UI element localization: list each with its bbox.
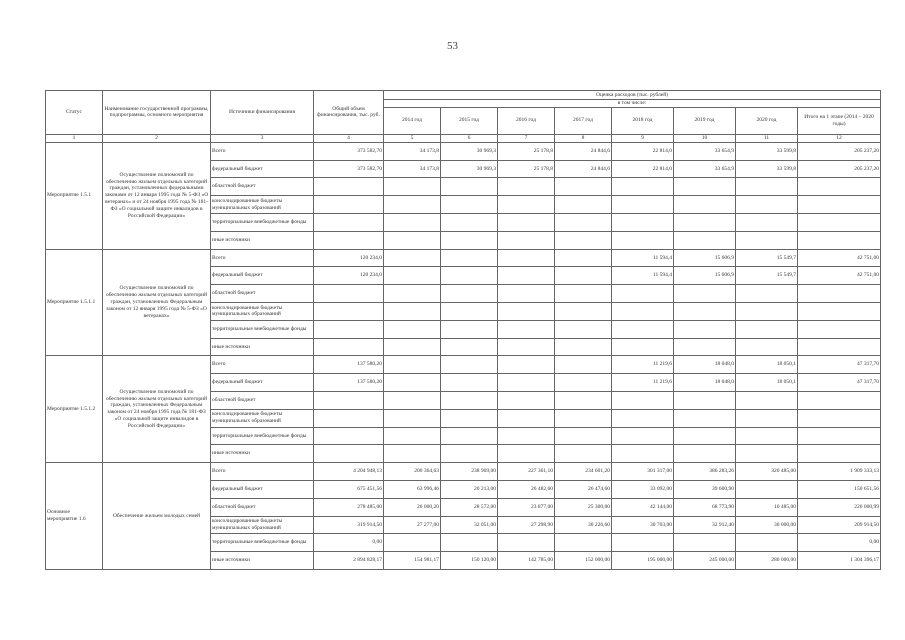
- cell-total: 373 582,70: [314, 142, 384, 160]
- cell-value: [736, 178, 798, 196]
- row-source: Всего: [211, 142, 314, 160]
- cell-value: [384, 427, 441, 445]
- cell-value: [736, 392, 798, 410]
- cell-value: 42 751,00: [798, 249, 881, 267]
- cell-value: [674, 178, 736, 196]
- cell-value: 200 364,63: [384, 463, 441, 481]
- column-index: 3: [211, 134, 314, 142]
- cell-value: [798, 427, 881, 445]
- cell-value: 27 277,00: [384, 516, 441, 534]
- cell-value: [555, 214, 612, 232]
- cell-value: 150 120,00: [441, 552, 498, 570]
- cell-value: 238 969,00: [441, 463, 498, 481]
- cell-value: 18 050,1: [736, 374, 798, 392]
- cell-value: [441, 320, 498, 338]
- cell-value: 195 000,00: [612, 552, 674, 570]
- cell-value: [441, 249, 498, 267]
- cell-value: 18 048,0: [674, 356, 736, 374]
- header-year: 2020 год: [736, 107, 798, 134]
- table-row: [46, 249, 881, 267]
- cell-value: [441, 427, 498, 445]
- cell-value: 24 844,6: [555, 142, 612, 160]
- cell-value: 22 814,0: [612, 142, 674, 160]
- cell-value: 301 317,00: [612, 463, 674, 481]
- header-program-name: Наименование государственной программы, подпрограммы, основного мероприятия: [103, 91, 211, 135]
- header-year-total: Итого на 1 этапе (2014 – 2020 годы): [798, 107, 881, 134]
- row-status: Мероприятие 1.5.1.1: [46, 249, 103, 356]
- cell-value: [612, 196, 674, 214]
- cell-value: [798, 392, 881, 410]
- cell-value: [384, 285, 441, 303]
- cell-total: [314, 214, 384, 232]
- cell-value: 30 703,00: [612, 516, 674, 534]
- cell-value: [441, 338, 498, 356]
- cell-value: [674, 196, 736, 214]
- column-index: 7: [498, 134, 555, 142]
- column-index: 1: [46, 134, 103, 142]
- cell-value: [384, 267, 441, 285]
- cell-value: 27 298,90: [498, 516, 555, 534]
- cell-value: [555, 196, 612, 214]
- cell-value: 25 178,8: [498, 160, 555, 178]
- header-year: 2017 год: [555, 107, 612, 134]
- column-index: 4: [314, 134, 384, 142]
- cell-value: 24 844,6: [555, 160, 612, 178]
- cell-value: [798, 285, 881, 303]
- cell-value: [498, 374, 555, 392]
- row-source: областной бюджет: [211, 392, 314, 410]
- cell-value: 15 606,9: [674, 267, 736, 285]
- cell-value: [612, 214, 674, 232]
- cell-value: [441, 196, 498, 214]
- cell-value: [555, 427, 612, 445]
- cell-value: [674, 445, 736, 463]
- cell-value: 33 654,9: [674, 160, 736, 178]
- cell-value: [736, 303, 798, 321]
- page-number: 53: [447, 40, 458, 52]
- cell-value: [441, 356, 498, 374]
- cell-value: [498, 427, 555, 445]
- row-program-name: Осуществление полномочий по обеспечению жильем отдельных категорий граждан, установленных федеральными законами от 12 января 1995 года № 5-ФЗ «О ветеранах» и от 24 ноября 1995 года № 181-ФЗ «О социальной защите инвалидов в Российской Федерации»: [103, 142, 211, 249]
- cell-value: [798, 320, 881, 338]
- row-source: федеральный бюджет: [211, 267, 314, 285]
- cell-value: [555, 409, 612, 427]
- column-index: 6: [441, 134, 498, 142]
- row-program-name: Осуществление полномочий по обеспечению жильем отдельных категорий граждан, установленных Федеральным законом от 24 ноября 1995 года № 181-ФЗ «О социальной защите инвалидов в Российской Федерации»: [103, 356, 211, 463]
- cell-value: [612, 445, 674, 463]
- cell-value: [498, 231, 555, 249]
- cell-value: 205 237,20: [798, 160, 881, 178]
- row-source: областной бюджет: [211, 285, 314, 303]
- cell-value: 32 051,00: [441, 516, 498, 534]
- row-source: федеральный бюджет: [211, 481, 314, 499]
- cell-value: 33 599,8: [736, 160, 798, 178]
- cell-value: 18 050,1: [736, 356, 798, 374]
- cell-total: [314, 445, 384, 463]
- cell-total: 278 485,00: [314, 498, 384, 516]
- cell-value: 209 914,50: [798, 516, 881, 534]
- cell-value: 1 304 396,17: [798, 552, 881, 570]
- cell-value: 234 601,20: [555, 463, 612, 481]
- cell-value: 33 599,8: [736, 142, 798, 160]
- cell-value: 42 144,00: [612, 498, 674, 516]
- cell-value: [674, 392, 736, 410]
- column-index: 2: [103, 134, 211, 142]
- row-source: территориальные внебюджетные фонды: [211, 320, 314, 338]
- cell-total: [314, 427, 384, 445]
- cell-total: [314, 285, 384, 303]
- cell-value: 150 651,56: [798, 481, 881, 499]
- cell-value: [384, 178, 441, 196]
- cell-value: [736, 409, 798, 427]
- budget-table: [45, 90, 881, 570]
- cell-total: 0,00: [314, 534, 384, 552]
- cell-value: [798, 445, 881, 463]
- cell-value: [736, 534, 798, 552]
- cell-value: 11 594,4: [612, 267, 674, 285]
- cell-value: [798, 178, 881, 196]
- cell-value: [555, 445, 612, 463]
- cell-value: [441, 409, 498, 427]
- cell-total: 373 582,70: [314, 160, 384, 178]
- cell-total: 137 580,20: [314, 374, 384, 392]
- cell-value: [612, 178, 674, 196]
- cell-value: [612, 392, 674, 410]
- cell-value: [736, 285, 798, 303]
- header-total: Общий объем финансирования, тыс. руб.: [314, 91, 384, 135]
- column-index: 9: [612, 134, 674, 142]
- cell-value: 26 482,60: [498, 481, 555, 499]
- cell-value: [498, 249, 555, 267]
- cell-total: 4 204 948,13: [314, 463, 384, 481]
- table-row: [46, 142, 881, 160]
- cell-value: 15 549,7: [736, 249, 798, 267]
- row-program-name: Осуществление полномочий по обеспечению жильем отдельных категорий граждан, установленных Федеральным законом от 12 января 1995 года № 5-ФЗ «О ветеранах»: [103, 249, 211, 356]
- cell-total: [314, 392, 384, 410]
- cell-value: [736, 320, 798, 338]
- cell-value: 23 877,00: [498, 498, 555, 516]
- cell-value: [384, 214, 441, 232]
- cell-value: 20 213,00: [441, 481, 498, 499]
- row-source: Всего: [211, 463, 314, 481]
- cell-value: 280 000,00: [736, 552, 798, 570]
- cell-value: [798, 231, 881, 249]
- cell-value: [384, 356, 441, 374]
- cell-value: 32 912,40: [674, 516, 736, 534]
- cell-value: [498, 303, 555, 321]
- cell-value: [736, 196, 798, 214]
- cell-value: [384, 320, 441, 338]
- cell-total: 675 451,56: [314, 481, 384, 499]
- cell-value: [441, 392, 498, 410]
- cell-value: 30 969,3: [441, 160, 498, 178]
- cell-value: [674, 214, 736, 232]
- cell-value: [674, 534, 736, 552]
- cell-value: 226 000,99: [798, 498, 881, 516]
- cell-value: [555, 178, 612, 196]
- cell-value: [498, 267, 555, 285]
- cell-value: 39 600,90: [674, 481, 736, 499]
- cell-value: [441, 231, 498, 249]
- cell-value: [498, 196, 555, 214]
- cell-value: [441, 214, 498, 232]
- cell-value: 22 814,0: [612, 160, 674, 178]
- cell-value: [736, 214, 798, 232]
- cell-value: [384, 231, 441, 249]
- row-status: Основное мероприятие 1.6: [46, 463, 103, 570]
- cell-value: [441, 303, 498, 321]
- cell-value: 26 474,60: [555, 481, 612, 499]
- cell-value: [384, 303, 441, 321]
- cell-value: 30 000,00: [736, 516, 798, 534]
- cell-value: [384, 445, 441, 463]
- cell-value: 63 996,46: [384, 481, 441, 499]
- cell-value: [555, 392, 612, 410]
- cell-value: 205 237,20: [798, 142, 881, 160]
- cell-value: [555, 320, 612, 338]
- row-source: территориальные внебюджетные фонды: [211, 534, 314, 552]
- cell-value: [736, 445, 798, 463]
- cell-value: [498, 356, 555, 374]
- cell-value: [612, 231, 674, 249]
- table-row: [46, 356, 881, 374]
- row-status: Мероприятие 1.5.1: [46, 142, 103, 249]
- cell-value: 26 000,20: [384, 498, 441, 516]
- cell-value: 0,00: [798, 534, 881, 552]
- cell-value: [612, 303, 674, 321]
- header-year: 2015 год: [441, 107, 498, 134]
- header-year: 2016 год: [498, 107, 555, 134]
- cell-total: [314, 320, 384, 338]
- cell-value: [498, 320, 555, 338]
- cell-total: [314, 231, 384, 249]
- cell-value: 30 969,3: [441, 142, 498, 160]
- header-year: 2014 год: [384, 107, 441, 134]
- row-source: Всего: [211, 356, 314, 374]
- table-row: [46, 463, 881, 481]
- cell-value: [736, 427, 798, 445]
- cell-value: [441, 285, 498, 303]
- row-source: консолидированные бюджеты муниципальных образований: [211, 196, 314, 214]
- cell-value: 68 773,90: [674, 498, 736, 516]
- cell-value: [798, 338, 881, 356]
- cell-value: [555, 249, 612, 267]
- cell-value: 18 048,0: [674, 374, 736, 392]
- cell-value: 33 092,00: [612, 481, 674, 499]
- cell-value: [498, 338, 555, 356]
- cell-value: [498, 409, 555, 427]
- cell-value: [736, 481, 798, 499]
- cell-value: [498, 285, 555, 303]
- row-source: консолидированные бюджеты муниципальных образований: [211, 516, 314, 534]
- cell-value: [798, 214, 881, 232]
- cell-value: [612, 320, 674, 338]
- row-source: Всего: [211, 249, 314, 267]
- cell-value: [384, 196, 441, 214]
- budget-body: [46, 142, 881, 569]
- column-index: 5: [384, 134, 441, 142]
- cell-value: [674, 285, 736, 303]
- row-source: иные источники: [211, 231, 314, 249]
- cell-total: 2 894 828,17: [314, 552, 384, 570]
- cell-value: [384, 534, 441, 552]
- cell-total: [314, 303, 384, 321]
- row-source: иные источники: [211, 445, 314, 463]
- cell-value: [555, 338, 612, 356]
- cell-value: [798, 409, 881, 427]
- cell-value: [555, 303, 612, 321]
- cell-value: 28 572,00: [441, 498, 498, 516]
- cell-value: 42 751,00: [798, 267, 881, 285]
- cell-value: 11 219,6: [612, 374, 674, 392]
- cell-value: [498, 214, 555, 232]
- cell-value: [441, 534, 498, 552]
- cell-value: [441, 178, 498, 196]
- cell-value: [674, 427, 736, 445]
- cell-value: [384, 409, 441, 427]
- cell-value: 47 317,70: [798, 356, 881, 374]
- row-source: областной бюджет: [211, 498, 314, 516]
- cell-value: [612, 409, 674, 427]
- cell-value: [674, 320, 736, 338]
- row-source: областной бюджет: [211, 178, 314, 196]
- cell-total: [314, 196, 384, 214]
- cell-value: 15 549,7: [736, 267, 798, 285]
- cell-value: [498, 534, 555, 552]
- header-status: Статус: [46, 91, 103, 135]
- cell-value: [674, 338, 736, 356]
- cell-value: [441, 445, 498, 463]
- cell-total: [314, 178, 384, 196]
- row-source: иные источники: [211, 338, 314, 356]
- cell-value: 11 219,6: [612, 356, 674, 374]
- cell-value: 245 000,00: [674, 552, 736, 570]
- cell-value: 33 654,9: [674, 142, 736, 160]
- cell-value: 1 909 333,13: [798, 463, 881, 481]
- cell-value: [555, 231, 612, 249]
- cell-value: [441, 267, 498, 285]
- cell-value: [555, 356, 612, 374]
- row-program-name: Обеспечение жильем молодых семей: [103, 463, 211, 570]
- cell-value: [555, 374, 612, 392]
- cell-value: 25 300,00: [555, 498, 612, 516]
- cell-value: [612, 338, 674, 356]
- cell-value: [612, 534, 674, 552]
- row-source: федеральный бюджет: [211, 374, 314, 392]
- row-source: федеральный бюджет: [211, 160, 314, 178]
- cell-value: [798, 196, 881, 214]
- cell-value: 34 173,8: [384, 160, 441, 178]
- cell-value: [555, 534, 612, 552]
- cell-value: [384, 249, 441, 267]
- cell-value: [612, 285, 674, 303]
- row-status: Мероприятие 1.5.1.2: [46, 356, 103, 463]
- cell-value: 34 173,8: [384, 142, 441, 160]
- cell-value: [441, 374, 498, 392]
- row-source: территориальные внебюджетные фонды: [211, 214, 314, 232]
- cell-value: [384, 374, 441, 392]
- cell-value: [674, 303, 736, 321]
- cell-total: [314, 409, 384, 427]
- header-year: 2019 год: [674, 107, 736, 134]
- column-index: 8: [555, 134, 612, 142]
- cell-value: 320 485,00: [736, 463, 798, 481]
- cell-value: [674, 231, 736, 249]
- column-index: 10: [674, 134, 736, 142]
- cell-value: [498, 178, 555, 196]
- cell-value: [798, 303, 881, 321]
- cell-value: 25 178,8: [498, 142, 555, 160]
- column-index: 11: [736, 134, 798, 142]
- header-year: 2018 год: [612, 107, 674, 134]
- cell-value: 10 485,00: [736, 498, 798, 516]
- cell-value: 142 785,00: [498, 552, 555, 570]
- cell-value: 11 594,4: [612, 249, 674, 267]
- cell-value: [384, 338, 441, 356]
- cell-total: 137 580,20: [314, 356, 384, 374]
- cell-value: [384, 392, 441, 410]
- column-index: 12: [798, 134, 881, 142]
- cell-value: 227 361,10: [498, 463, 555, 481]
- cell-value: [555, 285, 612, 303]
- cell-total: 120 234,0: [314, 267, 384, 285]
- cell-value: [674, 409, 736, 427]
- cell-total: 120 234,0: [314, 249, 384, 267]
- header-including: в том числе:: [384, 100, 881, 108]
- cell-value: 15 606,9: [674, 249, 736, 267]
- cell-total: 319 914,50: [314, 516, 384, 534]
- cell-value: [498, 445, 555, 463]
- row-source: консолидированные бюджеты муниципальных образований: [211, 303, 314, 321]
- cell-value: 154 981,17: [384, 552, 441, 570]
- cell-value: 30 226,60: [555, 516, 612, 534]
- cell-value: 152 000,00: [555, 552, 612, 570]
- header-source: Источники финансирования: [211, 91, 314, 135]
- cell-value: 47 317,70: [798, 374, 881, 392]
- cell-total: [314, 338, 384, 356]
- cell-value: 386 283,26: [674, 463, 736, 481]
- row-source: иные источники: [211, 552, 314, 570]
- row-source: консолидированные бюджеты муниципальных образований: [211, 409, 314, 427]
- cell-value: [555, 267, 612, 285]
- cell-value: [736, 338, 798, 356]
- cell-value: [736, 231, 798, 249]
- row-source: территориальные внебюджетные фонды: [211, 427, 314, 445]
- cell-value: [498, 392, 555, 410]
- cell-value: [612, 427, 674, 445]
- header-estimate: Оценка расходов (тыс. рублей): [384, 91, 881, 100]
